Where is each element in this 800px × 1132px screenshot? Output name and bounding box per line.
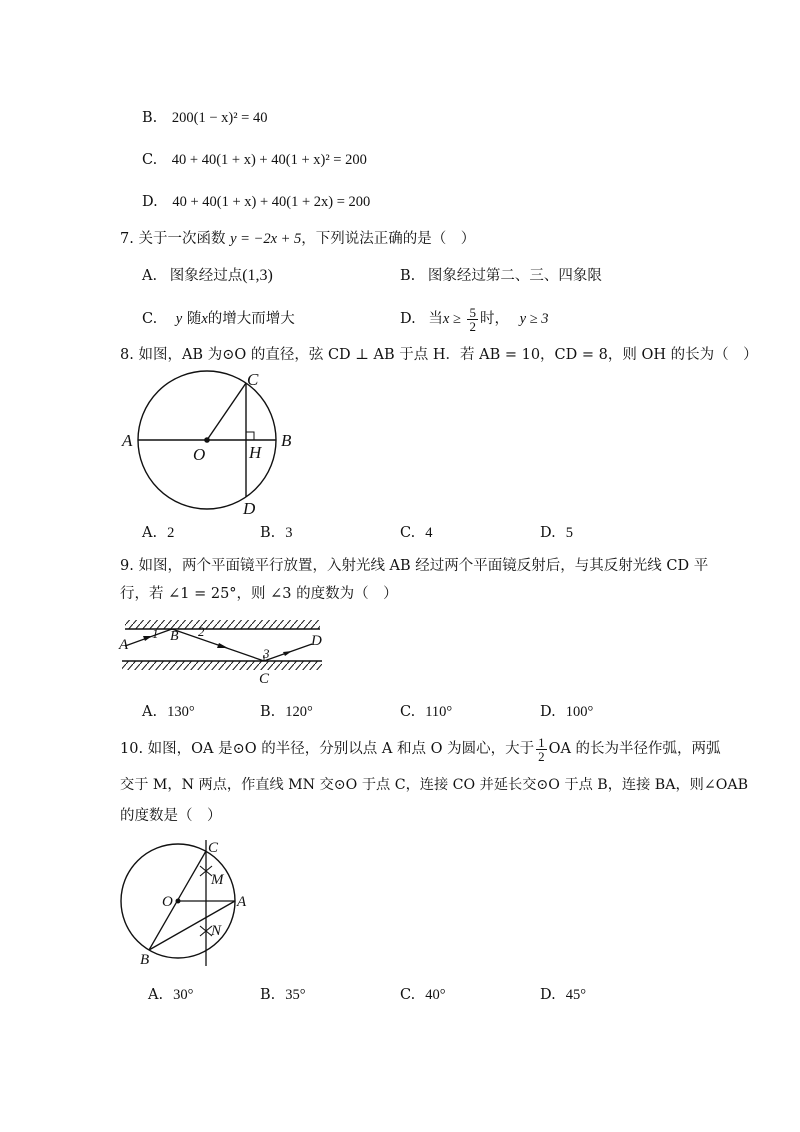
q9-arrow-ab (143, 636, 152, 641)
q9-angle-2: 2 (198, 624, 205, 639)
q8-option-b[interactable]: B. 3 (260, 525, 293, 541)
q9-label-c: C (259, 671, 270, 687)
q10-option-a[interactable]: A. 30° (148, 987, 194, 1003)
q10-label-m: M (211, 872, 224, 888)
q8-label-c: C (247, 370, 259, 389)
q9-option-b[interactable]: B. 120° (260, 704, 313, 720)
q9-angle-1: 1 (152, 626, 159, 641)
q8-label-o: O (193, 445, 206, 464)
q9-mirror-figure (115, 610, 330, 690)
q10-label-n: N (211, 923, 222, 939)
q10-fraction: $\frac{1}{2}$ (538, 734, 545, 764)
q9-label-d: D (311, 633, 322, 649)
q9-bottom-mirror-hatch (122, 661, 322, 670)
q10-option-c[interactable]: C. 40° (400, 987, 446, 1003)
q8-circle-figure (115, 365, 315, 520)
q10-circle-figure (120, 835, 260, 970)
q8-label-b: B (281, 431, 292, 450)
q9-option-c[interactable]: C. 110° (400, 704, 453, 720)
q9-ray-bc (172, 629, 264, 661)
q7-stem: 7. 关于一次函数 y = −2x + 5，下列说法正确的是（ ） (120, 231, 476, 247)
q7-option-c[interactable]: C. y 随x的增大而增大 (142, 311, 295, 327)
q7-option-a[interactable]: A. 图象经过点(1,3) (142, 267, 273, 284)
q9-option-a[interactable]: A. 130° (142, 704, 195, 720)
q9-label-b: B (170, 629, 179, 644)
q6-option-d[interactable]: D. 40 + 40(1 + x) + 40(1 + 2x) = 200 (142, 194, 371, 210)
q7-option-d[interactable]: D. 当x ≥ $\frac{5}{2}$ 时， y ≥ 3 (400, 304, 549, 334)
q10-option-d[interactable]: D. 45° (540, 987, 587, 1003)
q7-option-b[interactable]: B. 图象经过第二、三、四象限 (400, 268, 602, 284)
q8-option-a[interactable]: A. 2 (142, 525, 175, 541)
q10-label-o: O (162, 894, 173, 910)
q9-option-d[interactable]: D. 100° (540, 704, 594, 720)
q6-option-c-expr: 40 + 40(1 + x) + 40(1 + x)² = 200 (171, 152, 367, 168)
q8-option-d[interactable]: D. 5 (540, 525, 573, 541)
q9-label-a: A (119, 637, 129, 653)
q7-fraction: $\frac{5}{2}$ (469, 304, 476, 334)
q9-stem-line1: 9. 如图，两个平面镜平行放置，入射光线 AB 经过两个平面镜反射后，与其反射光线 CD 平 (120, 558, 709, 574)
q9-arrow-cd (283, 651, 292, 656)
q10-label-c: C (208, 840, 219, 856)
q8-right-angle-mark (246, 432, 254, 440)
q6-option-d-expr: 40 + 40(1 + x) + 40(1 + 2x) = 200 (172, 194, 371, 210)
q9-stem-line2: 行，若 ∠1 = 25°，则 ∠3 的度数为（ ） (120, 586, 398, 602)
q8-center-dot (204, 437, 210, 443)
q9-angle-3: 3 (263, 646, 270, 661)
q8-stem: 8. 如图，AB 为⊙O 的直径，弦 CD ⊥ AB 于点 H．若 AB = 10，CD = 8，则 OH 的长为（ ） (120, 347, 758, 363)
q6-option-c[interactable]: C. 40 + 40(1 + x) + 40(1 + x)² = 200 (142, 152, 367, 168)
q8-label-d: D (243, 499, 256, 518)
q10-stem-line3: 的度数是（ ） (120, 808, 222, 824)
q10-stem-line1: 10. 如图，OA 是⊙O 的半径，分别以点 A 和点 O 为圆心，大于 $\frac{1}{2}$ OA 的长为半径作弧，两弧 (120, 734, 721, 764)
q10-center-dot (176, 899, 181, 904)
q7-stem-expr: y = −2x + 5 (230, 231, 302, 247)
q6-option-b-expr: 200(1 − x)² = 40 (171, 110, 268, 126)
q8-label-a: A (122, 431, 133, 450)
q6-option-b[interactable]: B. 200(1 − x)² = 40 (142, 110, 268, 126)
q8-option-c[interactable]: C. 4 (400, 525, 433, 541)
q10-label-b: B (140, 952, 150, 968)
q8-segment-oc (207, 383, 246, 440)
q10-option-b[interactable]: B. 35° (260, 987, 306, 1003)
q8-label-h: H (249, 443, 262, 462)
q10-stem-line2: 交于 M，N 两点，作直线 MN 交⊙O 于点 C，连接 CO 并延长交⊙O 于点 B，连接 BA，则∠OAB (120, 777, 749, 793)
q10-label-a: A (237, 894, 247, 910)
q9-arrow-bc (217, 643, 228, 648)
